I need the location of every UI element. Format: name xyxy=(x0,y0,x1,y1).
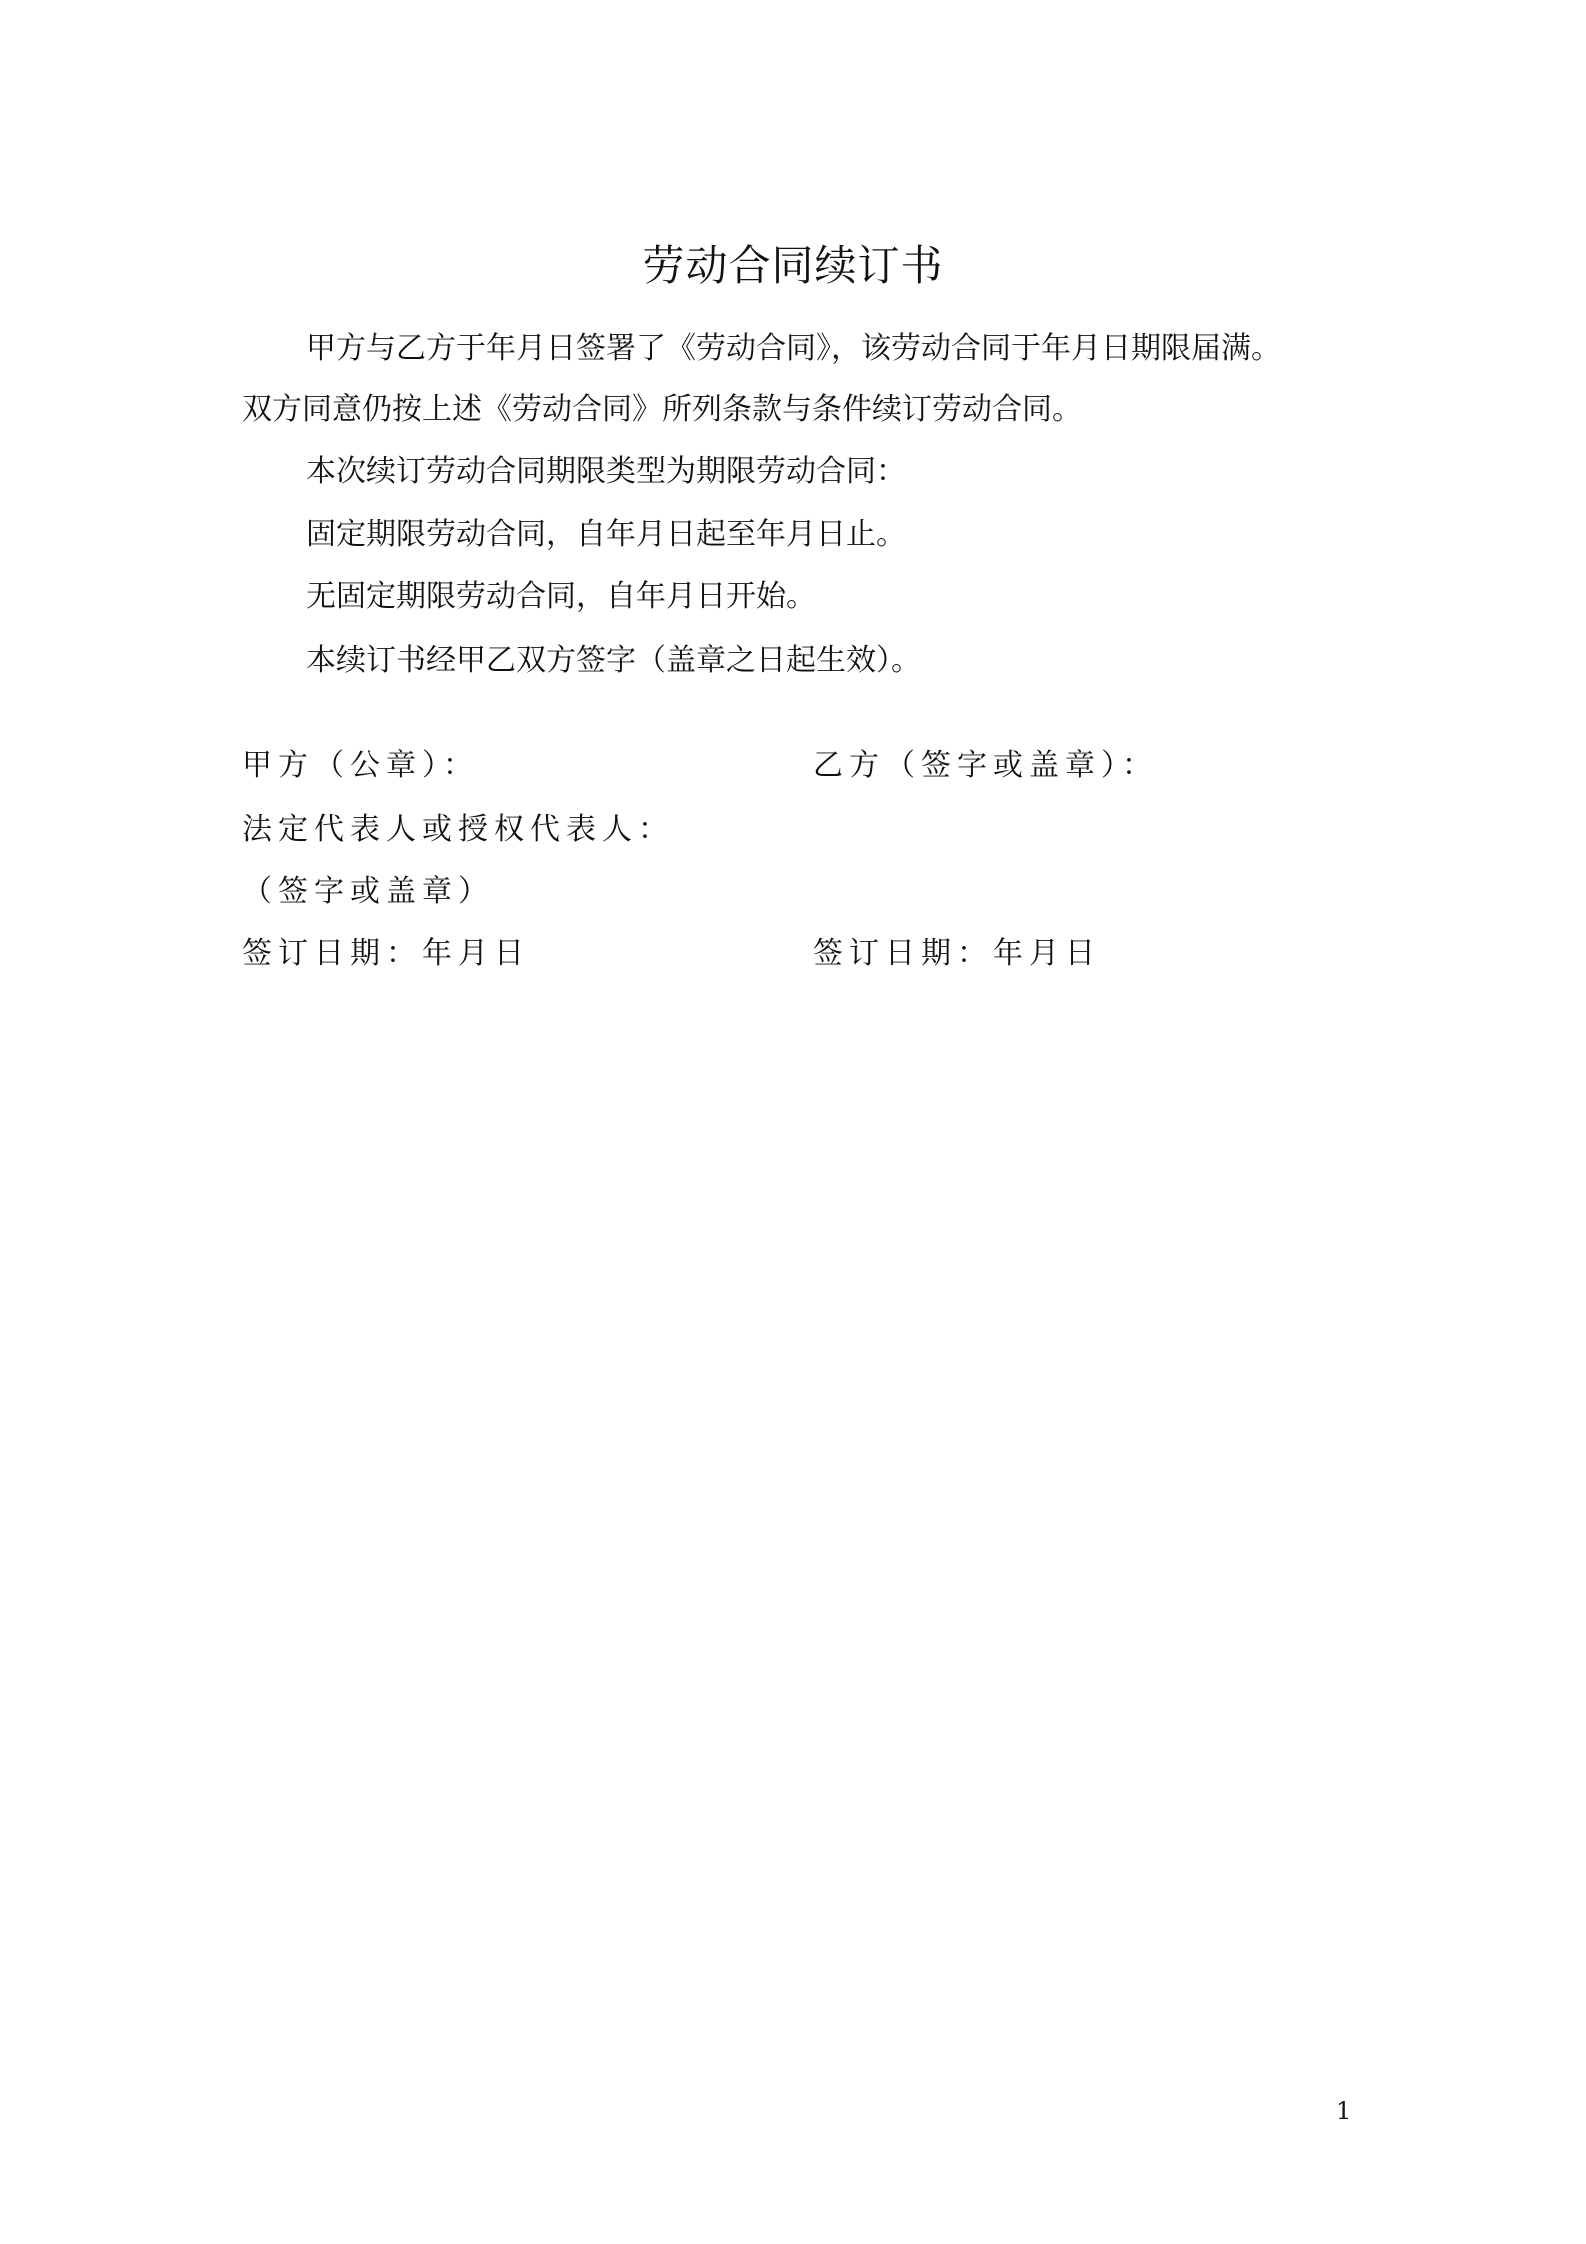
document-title: 劳动合同续订书 xyxy=(642,241,944,290)
paragraph-term-type: 本次续订劳动合同期限类型为期限劳动合同： xyxy=(306,454,906,489)
sign-or-seal-note: （签字或盖章） xyxy=(242,874,494,909)
page-number: 1 xyxy=(1336,2097,1352,2125)
party-b-sign-date: 签订日期：年月日 xyxy=(813,936,1101,971)
paragraph-fixed-term: 固定期限劳动合同，自年月日起至年月日止。 xyxy=(306,517,906,552)
party-b-sign-label: 乙方（签字或盖章）： xyxy=(813,748,1158,783)
paragraph-contract-signing: 甲方与乙方于年月日签署了《劳动合同》，该劳动合同于年月日期限届满。 xyxy=(306,331,1281,366)
legal-representative-label: 法定代表人或授权代表人： xyxy=(242,812,674,847)
paragraph-open-ended-term: 无固定期限劳动合同，自年月日开始。 xyxy=(306,579,816,614)
paragraph-effective-clause: 本续订书经甲乙双方签字（盖章之日起生效）。 xyxy=(306,643,921,678)
paragraph-renewal-agreement: 双方同意仍按上述《劳动合同》所列条款与条件续订劳动合同。 xyxy=(242,392,1082,427)
party-a-seal-label: 甲方（公章）： xyxy=(242,748,479,783)
party-a-sign-date: 签订日期：年月日 xyxy=(242,936,530,971)
